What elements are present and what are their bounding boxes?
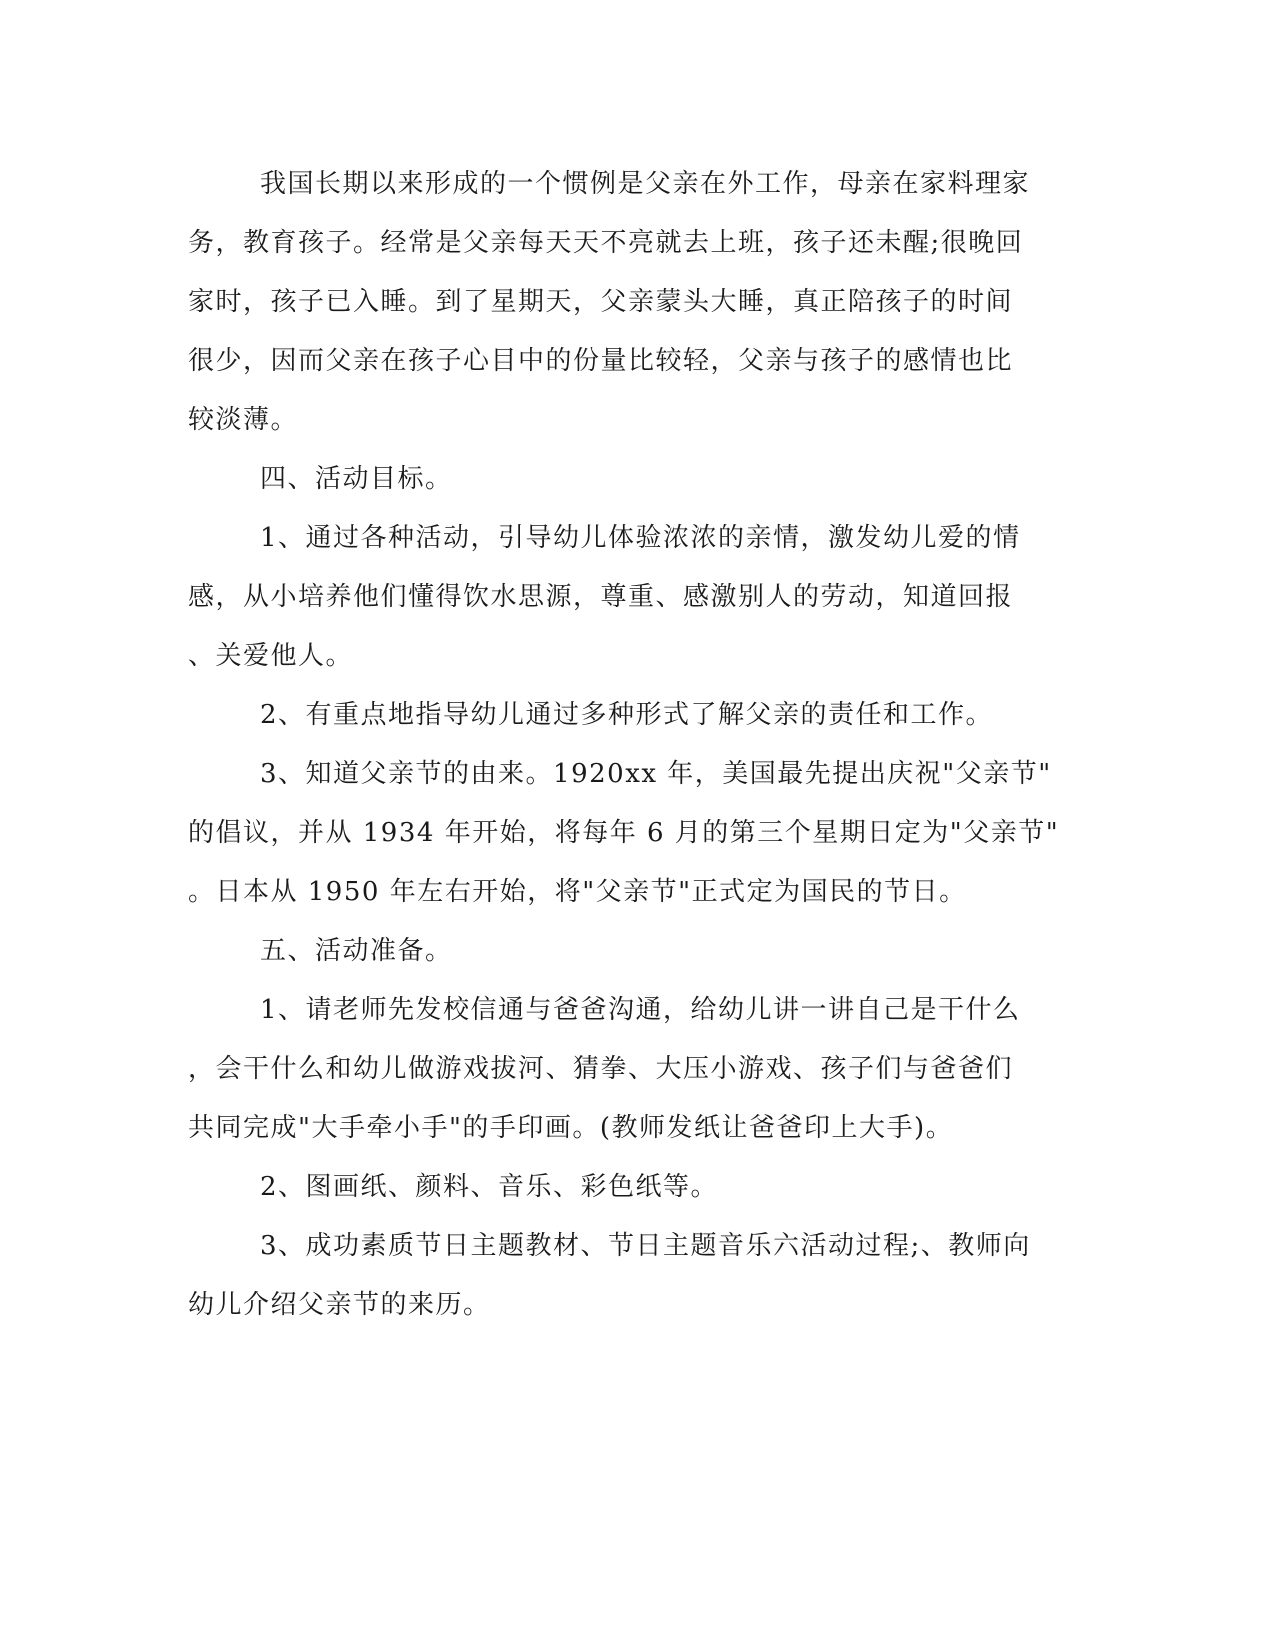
list-item-line: 3、知道父亲节的由来。1920xx 年，美国最先提出庆祝"父亲节" — [260, 759, 1052, 789]
list-item-line: 感，从小培养他们懂得饮水思源，尊重、感激别人的劳动，知道回报 — [188, 582, 1014, 612]
list-item-line: 2、图画纸、颜料、音乐、彩色纸等。 — [260, 1172, 719, 1202]
paragraph-line: 家时，孩子已入睡。到了星期天，父亲蒙头大睡，真正陪孩子的时间 — [188, 287, 1014, 317]
paragraph-line: 我国长期以来形成的一个惯例是父亲在外工作，母亲在家料理家 — [260, 169, 1031, 199]
list-item-line: 的倡议，并从 1934 年开始，将每年 6 月的第三个星期日定为"父亲节" — [188, 818, 1060, 848]
list-item-line: 幼儿介绍父亲节的来历。 — [188, 1290, 491, 1320]
list-item-line: ，会干什么和幼儿做游戏拔河、猜拳、大压小游戏、孩子们与爸爸们 — [188, 1054, 1014, 1084]
list-item-line: 1、请老师先发校信通与爸爸沟通，给幼儿讲一讲自己是干什么 — [260, 995, 1021, 1025]
paragraph-line: 很少，因而父亲在孩子心目中的份量比较轻，父亲与孩子的感情也比 — [188, 346, 1014, 376]
list-item-line: 3、成功素质节日主题教材、节日主题音乐六活动过程;、教师向 — [260, 1231, 1031, 1261]
paragraph-line: 务，教育孩子。经常是父亲每天天不亮就去上班，孩子还未醒;很晚回 — [188, 228, 1024, 258]
section-heading: 五、活动准备。 — [260, 936, 453, 966]
list-item-line: 1、通过各种活动，引导幼儿体验浓浓的亲情，激发幼儿爱的情 — [260, 523, 1021, 553]
paragraph-line: 较淡薄。 — [188, 405, 299, 435]
list-item-line: 2、有重点地指导幼儿通过多种形式了解父亲的责任和工作。 — [260, 700, 994, 730]
list-item-line: 共同完成"大手牵小手"的手印画。(教师发纸让爸爸印上大手)。 — [188, 1113, 954, 1143]
list-item-line: 。日本从 1950 年左右开始，将"父亲节"正式定为国民的节日。 — [188, 877, 967, 907]
section-heading: 四、活动目标。 — [260, 464, 453, 494]
list-item-line: 、关爱他人。 — [188, 641, 354, 671]
